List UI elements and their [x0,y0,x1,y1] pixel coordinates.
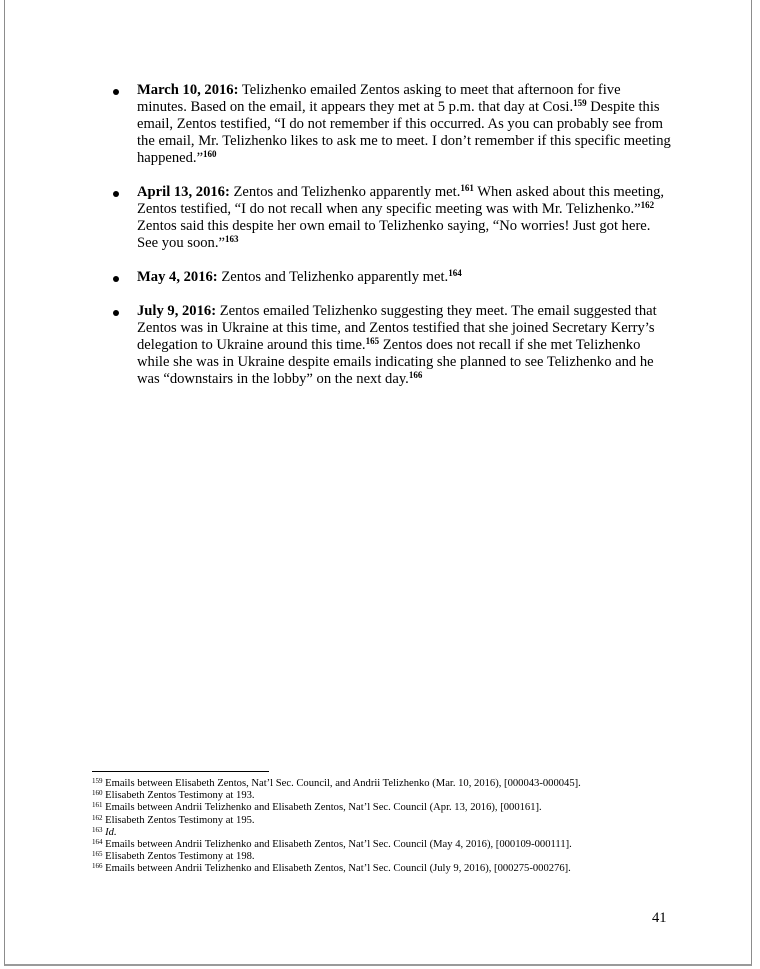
footnote-number: 160 [92,789,103,798]
footnote-list [92,778,692,876]
item-text: Despite this email, Zentos testified, “I do not remember if this occurred. As you can probably see from the email, Mr. Telizhenko likes to ask me to meet. I don’t remember if this specific meeting happened.” [137,99,671,166]
footnote-item [92,815,692,827]
footnote-item [92,851,692,863]
footnote-ref[interactable]: 162 [640,200,655,210]
footnote-ref[interactable]: 164 [448,268,462,278]
footnote-item [92,802,692,814]
bullet-icon [113,310,119,316]
footnote-number: 163 [92,825,103,834]
footnote-item [92,778,692,790]
list-item-may-4 [113,269,673,286]
page-number: 41 [652,910,667,926]
item-date: March 10, 2016: [137,82,239,98]
item-date: May 4, 2016: [137,269,218,285]
footnote-ref[interactable]: 165 [365,336,380,346]
item-text: Zentos emailed Telizhenko suggesting they meet. The email suggested that Zentos was in Ukraine at this time, and Zentos testified that she joined Secretary Kerry’s delegation to Ukraine around this time. [137,303,657,353]
footnote-number: 161 [92,801,103,810]
meeting-list [113,82,673,405]
footnote-ref[interactable]: 160 [203,149,217,159]
footnote-number: 159 [92,777,103,785]
list-item-july-9 [113,303,673,388]
footnote-item [92,863,692,875]
footnote-number: 162 [92,813,103,822]
footnote-text: Elisabeth Zentos Testimony at 198. [102,851,255,863]
list-item-march-10 [113,82,673,167]
footnote-item [92,790,692,802]
item-text: Zentos does not recall if she met Telizhenko while she was in Ukraine despite emails indicating she planned to see Telizhenko and he was “downstairs in the lobby” on the next day. [137,337,654,387]
item-text: Zentos said this despite her own email to Telizhenko saying, “No worries! Just got here. See you soon.” [137,218,651,251]
footnote-item [92,827,692,839]
footnote-number: 164 [92,838,103,847]
footnote-text: Elisabeth Zentos Testimony at 195. [102,814,255,826]
footnote-text: Emails between Andrii Telizhenko and Elisabeth Zentos, Nat’l Sec. Council (May 4, 2016), [000109-000111]. [102,839,572,851]
item-text: When asked about this meeting, Zentos testified, “I do not recall when any specific meeting was with Mr. Telizhenko.” [137,184,665,217]
footnote-number: 165 [92,850,103,859]
footnote-text: Emails between Andrii Telizhenko and Elisabeth Zentos, Nat’l Sec. Council (Apr. 13, 2016), [000161]. [102,802,542,814]
item-text: Zentos and Telizhenko apparently met. [229,184,461,200]
footnote-item [92,839,692,851]
footnote-text: Emails between Andrii Telizhenko and Elisabeth Zentos, Nat’l Sec. Council (July 9, 2016), [000275-000276]. [102,863,571,875]
footnote-text: Id. [102,826,117,838]
bullet-icon [113,276,119,282]
footnote-ref[interactable]: 161 [460,183,474,193]
item-text: Zentos and Telizhenko apparently met. [217,269,449,285]
footnote-text: Elisabeth Zentos Testimony at 193. [102,790,255,802]
footnote-separator [92,771,269,772]
footnote-ref[interactable]: 166 [408,370,423,380]
list-item-april-13 [113,184,673,252]
footnote-text: Emails between Elisabeth Zentos, Nat’l Sec. Council, and Andrii Telizhenko (Mar. 10, 2016), [000043-000045]. [102,778,581,789]
item-date: July 9, 2016: [137,303,217,319]
bullet-icon [113,89,119,95]
item-text: Telizhenko emailed Zentos asking to meet that afternoon for five minutes. Based on the email, it appears they met at 5 p.m. that day at Cosi. [137,82,621,115]
item-date: April 13, 2016: [137,184,230,200]
bullet-icon [113,191,119,197]
footnote-ref[interactable]: 163 [224,234,239,244]
footnote-number: 166 [92,862,103,871]
footnote-ref[interactable]: 159 [573,98,587,108]
